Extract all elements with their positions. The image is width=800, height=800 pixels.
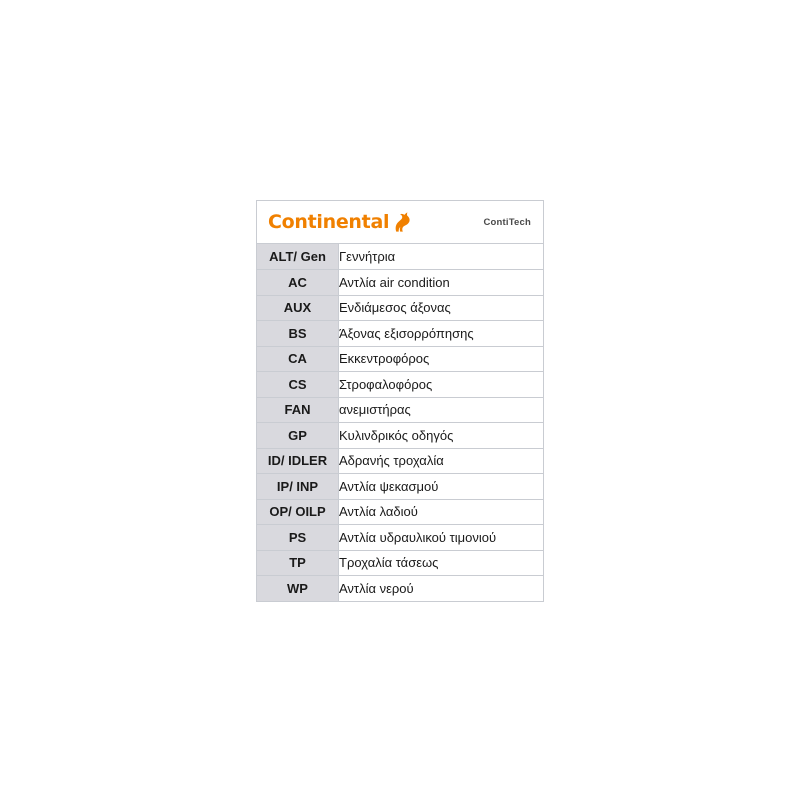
abbreviation-code: AUX — [257, 295, 339, 321]
abbreviation-description: Αντλία λαδιού — [339, 499, 544, 525]
abbreviation-description: Κυλινδρικός οδηγός — [339, 423, 544, 449]
abbreviation-code: PS — [257, 525, 339, 551]
abbreviation-code: GP — [257, 423, 339, 449]
table-row — [257, 499, 543, 525]
abbreviation-description: Ενδιάμεσος άξονας — [339, 295, 544, 321]
table-row — [257, 244, 543, 270]
table-row — [257, 550, 543, 576]
abbreviation-description: Γεννήτρια — [339, 244, 544, 270]
table-row — [257, 295, 543, 321]
table-row — [257, 474, 543, 500]
abbreviation-code: IP/ INP — [257, 474, 339, 500]
table-row — [257, 423, 543, 449]
abbreviation-description: Αντλία air condition — [339, 270, 544, 296]
table-row — [257, 270, 543, 296]
abbreviation-description: Τροχαλία τάσεως — [339, 550, 544, 576]
abbreviation-description: Αντλία ψεκασμού — [339, 474, 544, 500]
card-header — [257, 201, 543, 244]
table-row — [257, 321, 543, 347]
brand-lockup — [268, 212, 410, 232]
abbreviation-description: Άξονας εξισορρόπησης — [339, 321, 544, 347]
table-row — [257, 525, 543, 551]
table-body — [257, 244, 543, 601]
table-row — [257, 576, 543, 602]
abbreviation-description: ανεμιστήρας — [339, 397, 544, 423]
abbreviation-legend-card — [256, 200, 544, 602]
abbreviation-code: AC — [257, 270, 339, 296]
table-row — [257, 397, 543, 423]
abbreviation-code: TP — [257, 550, 339, 576]
abbreviation-code: WP — [257, 576, 339, 602]
abbreviation-code: ID/ IDLER — [257, 448, 339, 474]
abbreviation-code: FAN — [257, 397, 339, 423]
abbreviation-description: Στροφαλοφόρος — [339, 372, 544, 398]
abbreviation-table — [257, 244, 543, 601]
abbreviation-code: OP/ OILP — [257, 499, 339, 525]
sub-brand-name: ContiTech — [483, 216, 531, 228]
abbreviation-code: CA — [257, 346, 339, 372]
abbreviation-description: Εκκεντροφόρος — [339, 346, 544, 372]
table-row — [257, 448, 543, 474]
table-row — [257, 346, 543, 372]
abbreviation-code: CS — [257, 372, 339, 398]
brand-name: Continental — [268, 210, 390, 233]
horse-logo-icon — [393, 212, 410, 232]
abbreviation-description: Αντλία υδραυλικού τιμονιού — [339, 525, 544, 551]
abbreviation-code: ALT/ Gen — [257, 244, 339, 270]
table-row — [257, 372, 543, 398]
abbreviation-description: Αντλία νερού — [339, 576, 544, 602]
abbreviation-code: BS — [257, 321, 339, 347]
abbreviation-description: Αδρανής τροχαλία — [339, 448, 544, 474]
